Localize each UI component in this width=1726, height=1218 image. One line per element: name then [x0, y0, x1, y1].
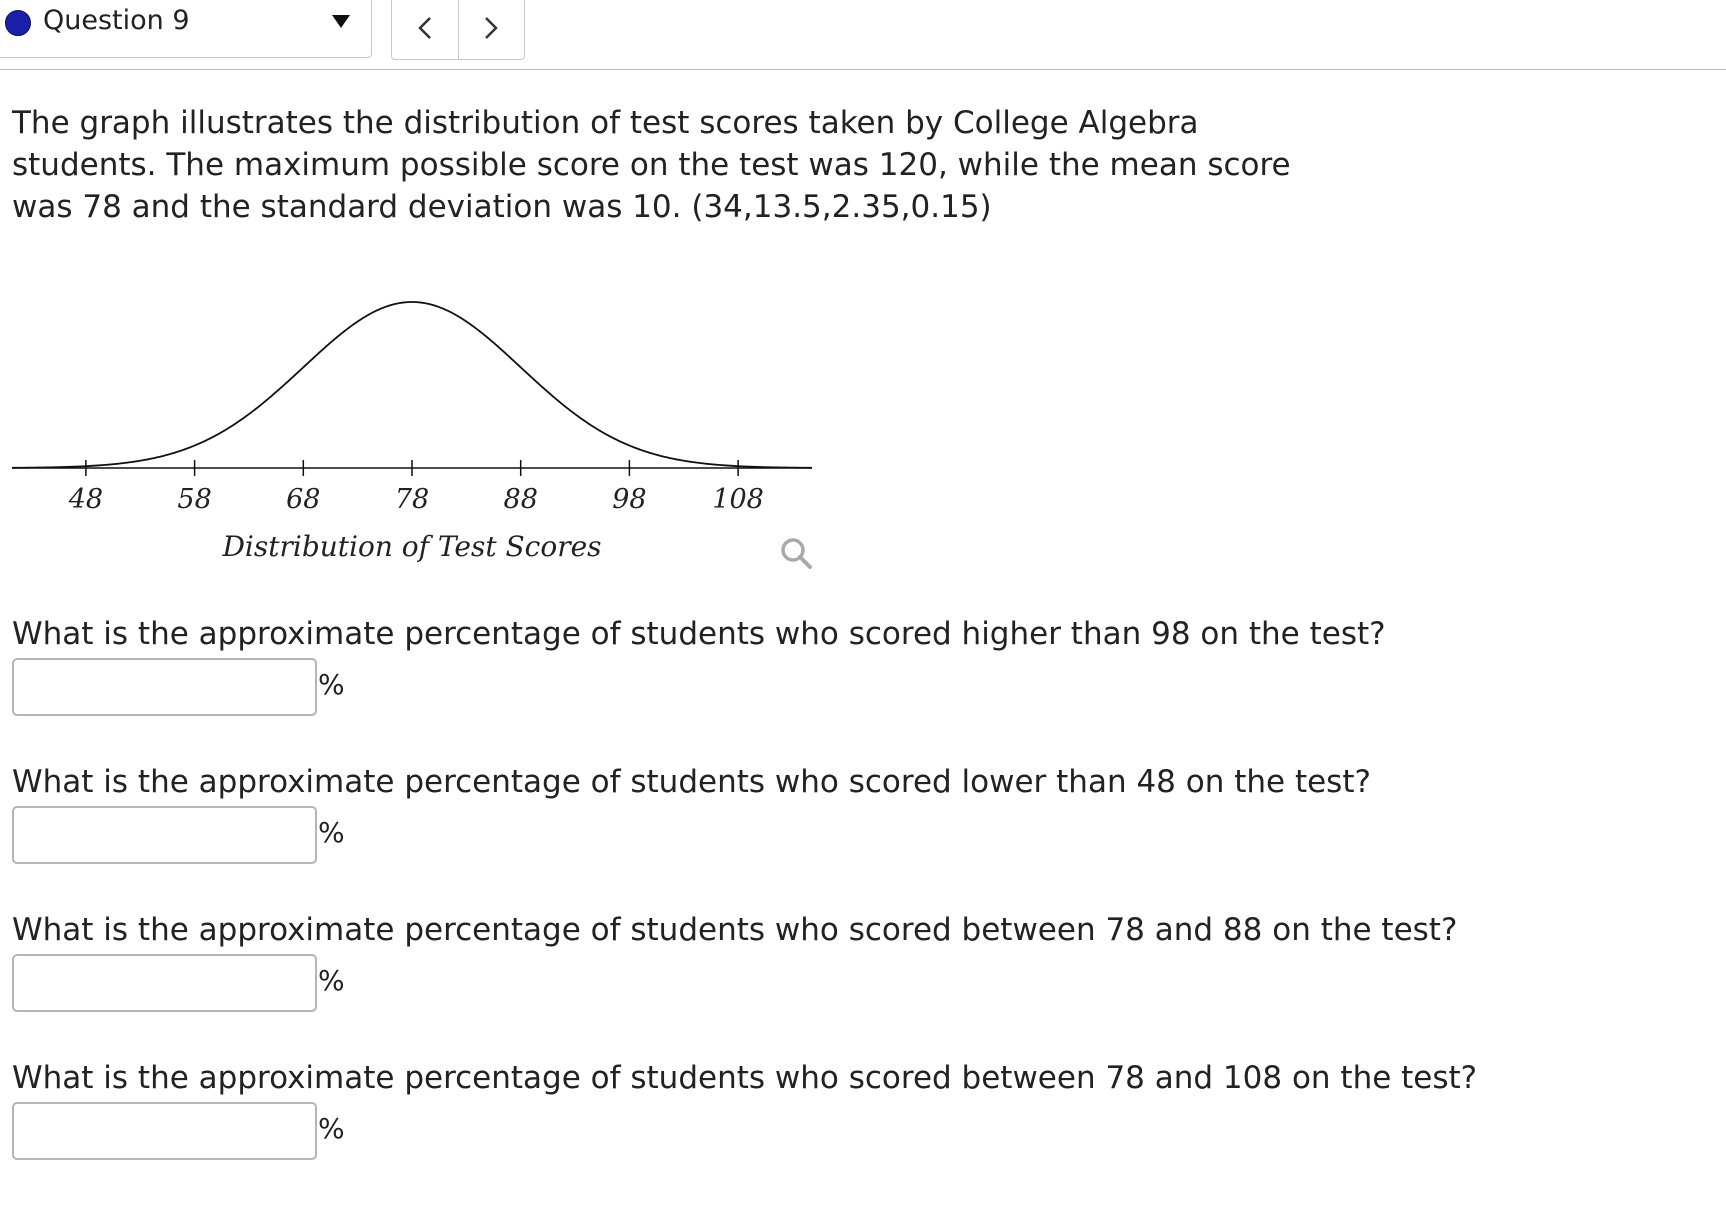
x-tick-label-88: 88: [503, 484, 538, 515]
question-2-text: What is the approximate percentage of students who scored lower than 48 on the test?: [12, 764, 1371, 800]
x-tick-label-58: 58: [177, 484, 212, 515]
x-axis-label: Distribution of Test Scores: [222, 530, 602, 563]
question-selector[interactable]: [0, 0, 372, 58]
previous-question-button[interactable]: [392, 0, 458, 59]
x-tick-label-98: 98: [612, 484, 647, 515]
x-tick-label-108: 108: [712, 484, 764, 515]
x-tick-label-78: 78: [394, 484, 430, 515]
caret-down-icon: [330, 12, 352, 30]
unit-label-4: %: [318, 1112, 345, 1145]
question-3-text: What is the approximate percentage of students who scored between 78 and 88 on the test?: [12, 912, 1458, 948]
question-status-icon: [5, 10, 31, 36]
answer-input-4[interactable]: [12, 1102, 317, 1160]
x-tick-label-48: 48: [68, 484, 104, 515]
next-question-button[interactable]: [458, 0, 525, 59]
question-4-text: What is the approximate percentage of students who scored between 78 and 108 on the test?: [12, 1060, 1478, 1096]
x-tick-label-68: 68: [286, 484, 321, 515]
question-nav: [391, 0, 525, 60]
question-label: Question 9: [43, 5, 190, 36]
answer-input-3[interactable]: [12, 954, 317, 1012]
zoom-icon[interactable]: [783, 540, 810, 567]
header-divider: [0, 69, 1726, 70]
chevron-left-icon: [416, 15, 434, 41]
chevron-right-icon: [482, 15, 500, 41]
unit-label-3: %: [318, 964, 345, 997]
unit-label-1: %: [318, 668, 345, 701]
question-1-text: What is the approximate percentage of students who scored higher than 98 on the test?: [12, 616, 1386, 652]
answer-input-1[interactable]: [12, 658, 317, 716]
answer-input-2[interactable]: [12, 806, 317, 864]
normal-distribution-chart: [0, 280, 840, 580]
distribution-curve: [12, 302, 812, 468]
question-intro: The graph illustrates the distribution of test scores taken by College Algebra students. The maximum possible score on the test was 120, while the mean score was 78 and the standard deviation was 10. (34,13.5,2.35,0.15): [12, 105, 1291, 225]
unit-label-2: %: [318, 816, 345, 849]
